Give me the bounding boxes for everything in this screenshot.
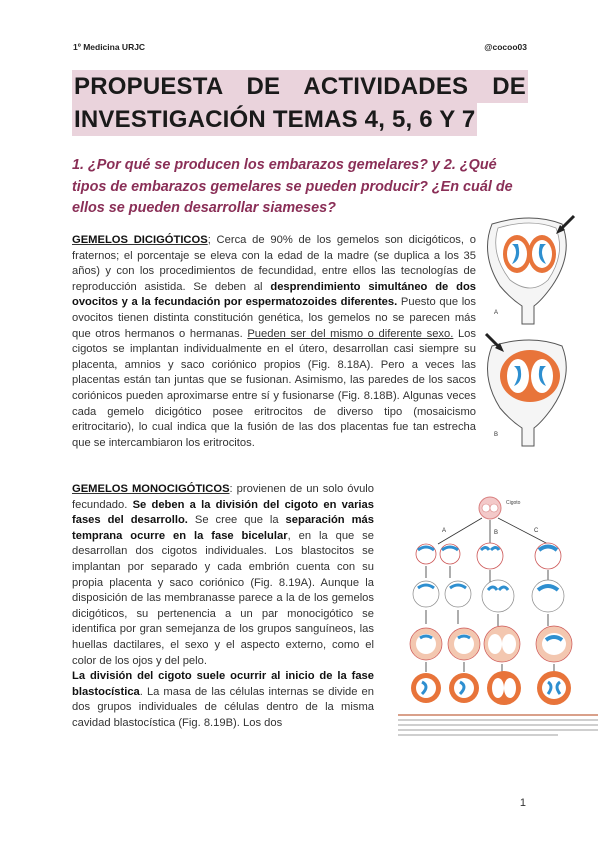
blastocyst-row-1 [416, 543, 561, 569]
monozygotic-text-1: : provienen de un solo óvulo fecundado. [72, 483, 374, 511]
uterus-fused-placentas [488, 340, 567, 446]
figure-1-label-b: B [494, 432, 499, 438]
page-number: 1 [519, 797, 526, 809]
figure-1-label-a: A [494, 310, 499, 316]
dizygotic-text-3: Los cigotos se implantan individualmente en el útero, desarrollan casi siempre su placenta, amnios y saco coriónico propios (Fig. 8.18A). Pero a veces las placentas están tan juntas que se fusionan. Asimismo, las paredes de los sacos coriónicos pueden aproximarse entre sí y fusionarse (Fig. 8.18B). Algunas veces cada gemelo dicigótico posee eritrocitos de diverso tipo (mosaicismo eritrocitario), lo cual indica que la fusión de las dos placentas fue tan estrecha que se intercambiaron los eritrocitos. [72, 327, 476, 449]
dizygotic-underline-1: Pueden ser del mismo o diferente sexo. [247, 327, 454, 340]
figure-2-label-b: B [494, 530, 499, 536]
dizygotic-twins-figure [482, 214, 580, 454]
monozygotic-twins-figure [398, 492, 600, 742]
header-course: 1º Medicina URJC [73, 42, 146, 52]
monozygotic-text-3: , en la que se desarrollan dos cigotos individuales. Los blastocitos se implantan por separado y cada embrión cuenta con su propia placenta y saco coriónico (Fig. 8.19A). Aunque la disposición de las membranasse parece a la de los gemelos dicigóticos, su pertenencia a un par monocigótico se identifica por gran semejanza de los grupos sanguíneos, las huellas dactilares, el sexo y el aspecto externo, como el color de los ojos y del pelo. [72, 529, 374, 667]
title-line-1: PROPUESTA DE ACTIVIDADES DE [72, 70, 528, 103]
page-title [72, 70, 528, 136]
figure-caption [398, 714, 598, 736]
placenta-row [411, 671, 571, 705]
uterus-separate-placentas [488, 218, 567, 324]
paragraph-monozygotic [72, 482, 374, 732]
monozygotic-bold-3: La división del cigoto suele ocurrir al inicio de la fase blastocística [72, 670, 374, 698]
header-author: @cocoo03 [484, 42, 527, 52]
dizygotic-bold-1: desprendimiento simultáneo de dos ovocitos y a la fecundación por espermatozoides diferentes. [72, 280, 476, 309]
dizygotic-text-2: Puesto que los ovocitos tienen distinta constitución genética, los gemelos no se parecen más que otros hermanos o hermanas. [72, 296, 476, 340]
figure-2-top-label: Cigoto [506, 500, 521, 506]
monozygotic-bold-1: Se deben a la división del cigoto en varias fases del desarrollo. [72, 498, 374, 527]
dizygotic-text-1: ; Cerca de 90% de los gemelos son dicigóticos, o fraternos; el porcentaje se eleva con la edad de la madre (se duplica a los 35 años) y con los procedimientos de fecundidad, entre ellos las tecnologías de reproducción asistida. Se deben al [72, 234, 477, 293]
question-heading: 1. ¿Por qué se producen los embarazos gemelares? y 2. ¿Qué tipos de embarazos gemelares se pueden producir? ¿En cuál de ellos se pueden desarrollar siameses? [72, 157, 513, 216]
paragraph-dizygotic [72, 233, 476, 451]
figure-2-label-c: C [534, 528, 539, 534]
monozygotic-text-4: . La masa de las células internas se divide en dos grupos individuales de células dentro de la misma cavidad blastocística (Fig. 8.19B). Los dos [72, 685, 374, 729]
title-line-2: INVESTIGACIÓN TEMAS 4, 5, 6 Y 7 [72, 103, 477, 136]
dizygotic-heading: GEMELOS DICIGÓTICOS [72, 234, 208, 246]
monozygotic-text-2: Se cree que la [187, 514, 286, 527]
chorion-row [410, 626, 572, 662]
monozygotic-heading: GEMELOS MONOCIGÓTICOS [72, 483, 230, 495]
figure-2-label-a: A [442, 528, 447, 534]
monozygotic-bold-2: separación más temprana ocurre en la fase bicelular [72, 514, 374, 542]
implantation-row [413, 580, 564, 612]
